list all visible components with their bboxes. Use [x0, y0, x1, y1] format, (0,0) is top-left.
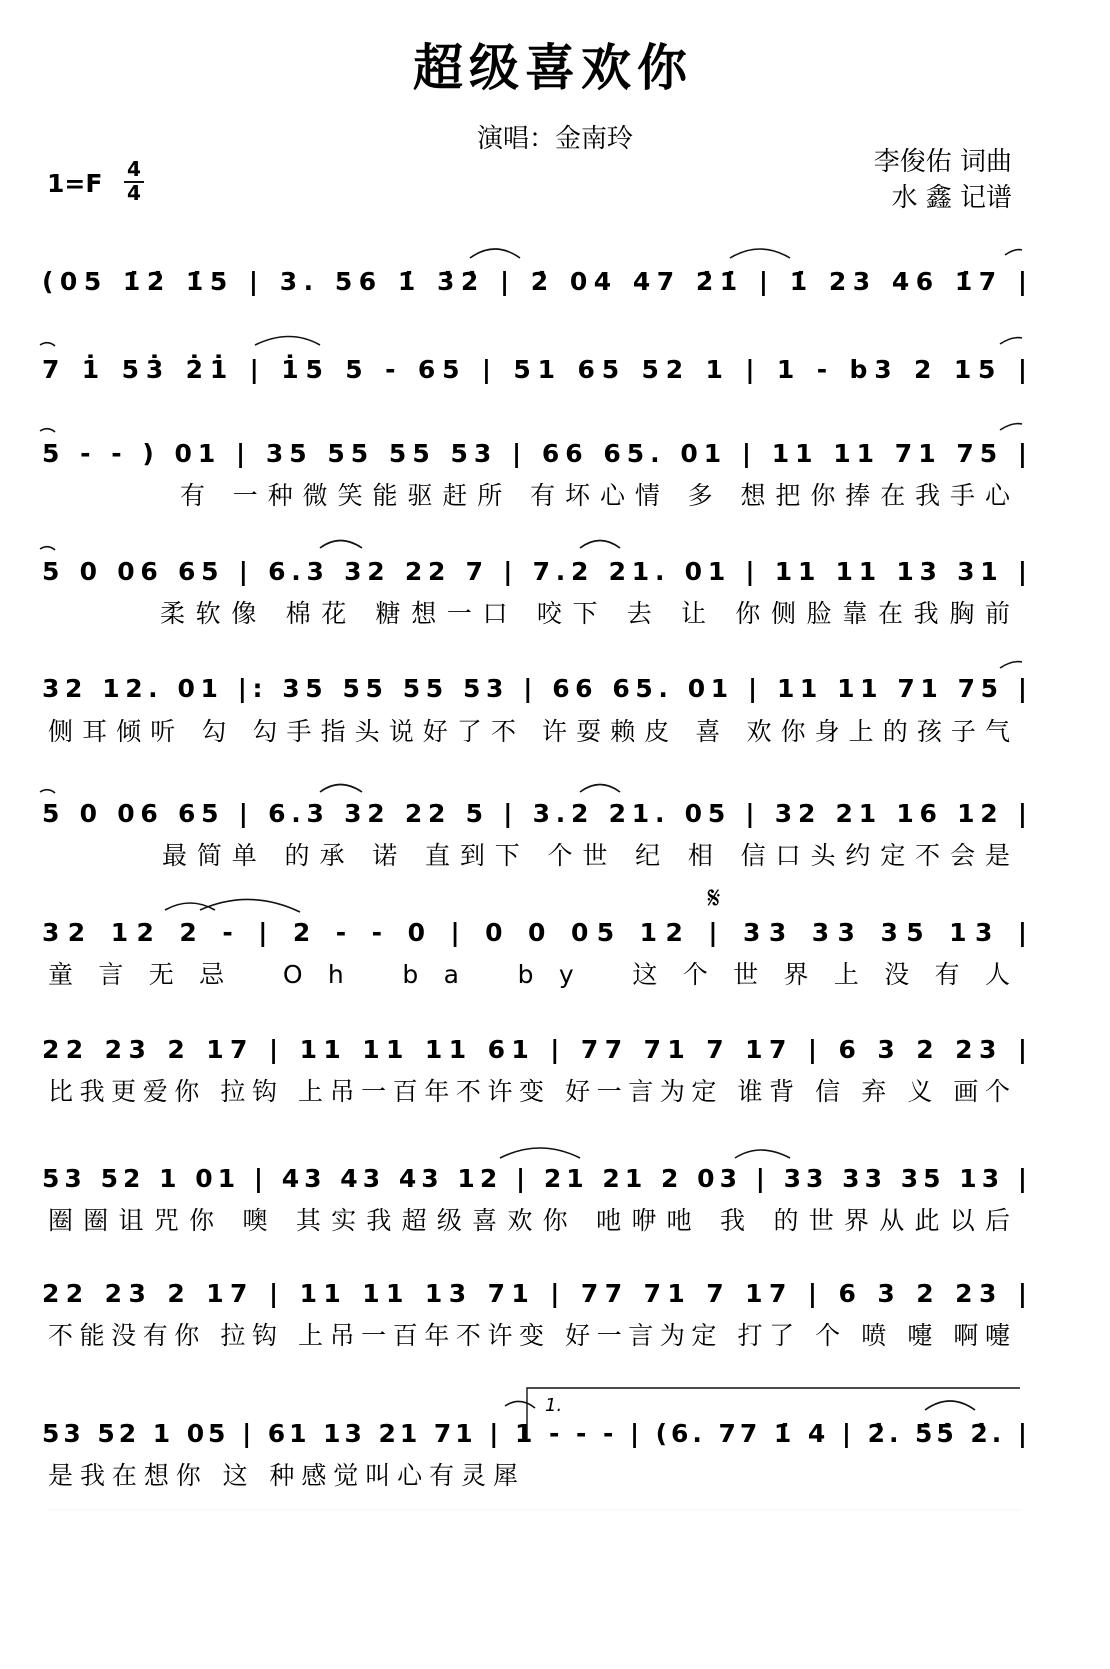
staff-row — [42, 354, 1027, 384]
key-signature: 1=F — [47, 169, 103, 198]
composer-credit: 李俊佑 词曲 — [873, 147, 1012, 177]
staff-row — [42, 1419, 1027, 1490]
staff-row — [42, 557, 1027, 628]
notation-line: 32 12. 01 |: 35 55 55 53 | 66 65. 01 | 11 11 71 75 | — [42, 674, 1027, 703]
staff-row — [42, 267, 1027, 296]
notation-line: (05 1̇2̇ 1̇5 | 3. 56 1̇ 3̇2̇ | 2̇ 04 47 2̇1̇ | 1̇ 23 46 1̇7 | — [42, 267, 1027, 296]
notation-line: 22 23 2 17 | 11 11 13 71 | 77 71 7 17 | 6 3 2 23 | — [42, 1279, 1027, 1308]
time-signature-top: 4 — [127, 157, 141, 181]
volta-label: 1. — [545, 1395, 563, 1416]
lyric-line: 童言无忌 Oh ba by 这个世界上没有人 — [48, 960, 1011, 989]
slur-marks — [40, 249, 1022, 1410]
time-signature-bottom: 4 — [127, 181, 141, 205]
lyric-line: 比我更爱你 拉钩 上吊一百年不许变 好一言为定 谁背 信 弃 义 画个 — [48, 1077, 1010, 1106]
notation-line: 53 52 1 01 | 43 43 43 12 | 21 21 2 03 | 33 33 35 13 | — [42, 1164, 1027, 1193]
notation-line: 5 0 06 65 | 6.3 32 22 7 | 7.2 21. 01 | 11 11 13 31 | — [42, 557, 1027, 586]
staff-row — [42, 1279, 1027, 1350]
lyric-line: 圈圈诅咒你 噢 其实我超级喜欢你 吔咿吔 我 的世界从此以后 — [48, 1206, 1010, 1235]
segno-mark: 𝄋 — [707, 881, 721, 916]
staff-row — [42, 799, 1027, 870]
notation-line: 53 52 1 05 | 61 13 21 71 | 1 - - - | (6. 77 1̇ 4 | 2̇. 5̇5̇ 2̇. | — [42, 1419, 1027, 1448]
lyric-line: 最简单 的承 诺 直到下 个世 纪 相 信口头约定不会是 — [162, 841, 1010, 870]
song-title: 超级喜欢你 — [413, 39, 693, 97]
lyric-line: 侧耳倾听 勾 勾手指头说好了不 许耍赖皮 喜 欢你身上的孩子气 — [48, 717, 1011, 746]
singer-credit: 演唱：金南玲 — [476, 124, 634, 154]
notation-line: 5 - - ) 01 | 35 55 55 53 | 66 65. 01 | 11 11 71 75 | — [42, 439, 1028, 468]
notation-line: 22 23 2 17 | 11 11 11 61 | 77 71 7 17 | 6 3 2 23 | — [42, 1035, 1027, 1064]
notation-line: 5 0 06 65 | 6.3 32 22 5 | 3.2 21. 05 | 32 21 16 12 | — [42, 799, 1027, 828]
lyric-line: 柔软像 棉花 糖想一口 咬下 去 让 你侧脸靠在我胸前 — [160, 599, 1010, 628]
lyric-line: 不能没有你 拉钩 上吊一百年不许变 好一言为定 打了 个 喷 嚏 啊嚏 — [48, 1321, 1010, 1350]
staff-row — [42, 674, 1027, 746]
notation-line: 7 1̇ 53̇ 2̇1̇ | 1̇5 5 - 65 | 51 65 52 1 | 1 - b3 2 15 | — [42, 355, 1027, 384]
notation-line: 32 12 2 - | 2 - - 0 | 0 0 05 12 | 33 33 35 13 | — [42, 918, 1028, 947]
lyric-line: 是我在想你 这 种感觉叫心有灵犀 — [48, 1461, 518, 1490]
lyric-line: 有 一种微笑能驱赶所 有坏心情 多 想把你捧在我手心 — [180, 481, 1011, 510]
staff-row — [42, 1035, 1027, 1106]
staff-row — [42, 1164, 1027, 1235]
staff-row — [42, 918, 1027, 989]
staff-row — [42, 439, 1027, 510]
transcriber-credit: 水 鑫 记谱 — [891, 183, 1012, 213]
